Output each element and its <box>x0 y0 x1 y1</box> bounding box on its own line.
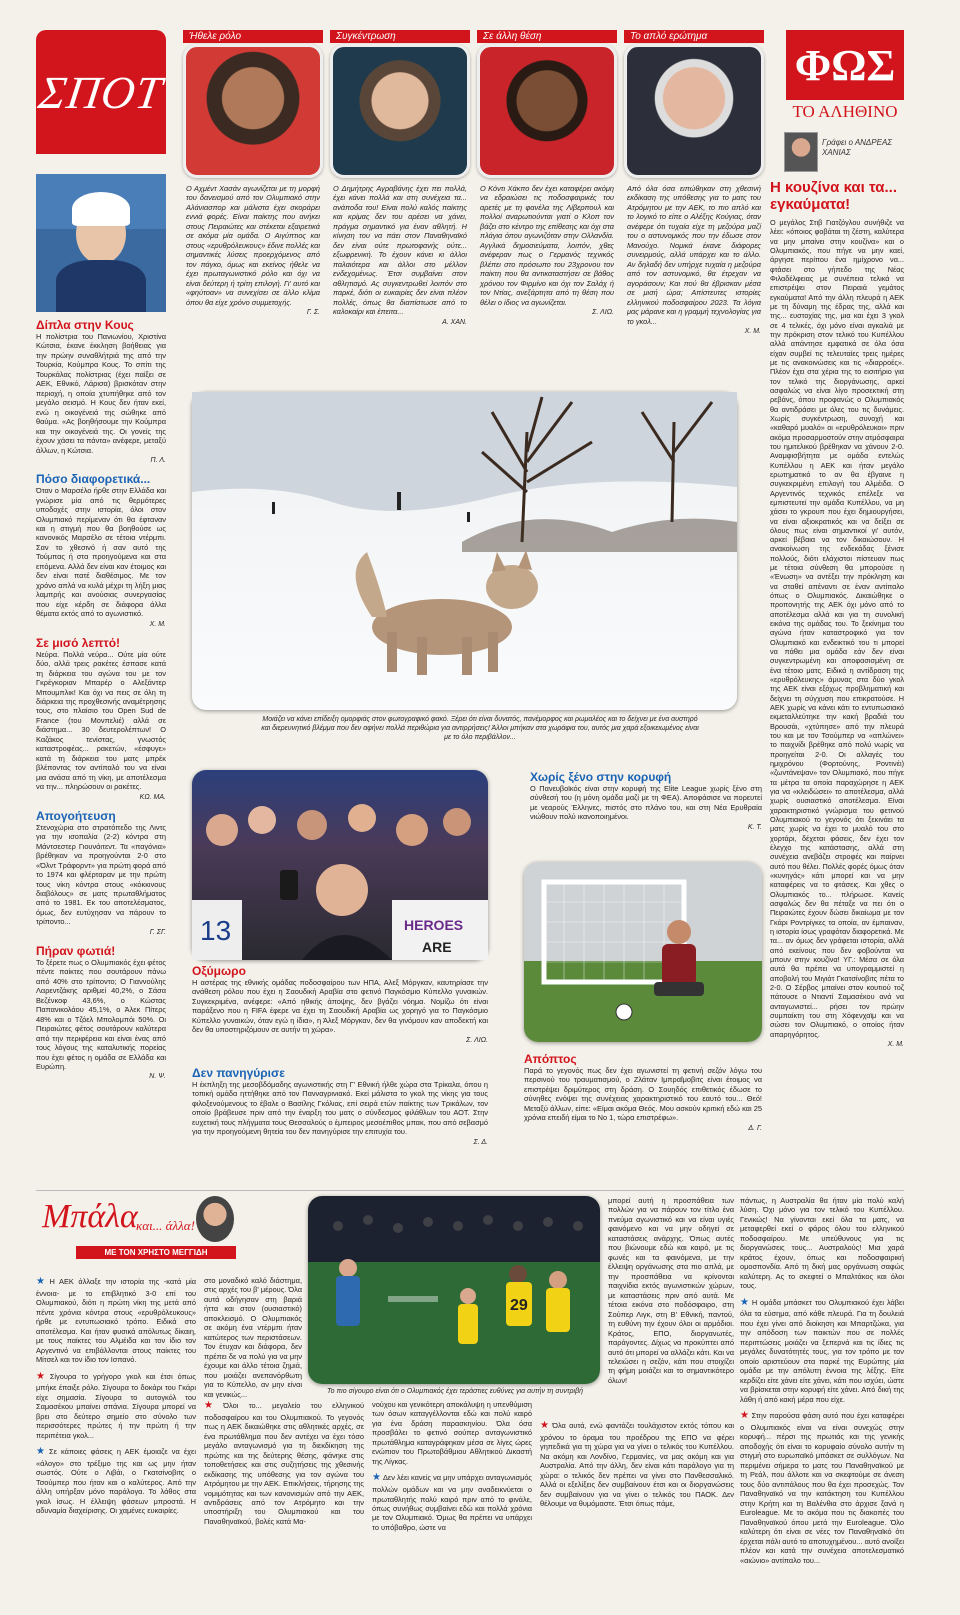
column-paragraph <box>540 1420 734 1509</box>
paragraph-text: στο μοναδικό καλό διάστημα, στις αρχές του β' μέρους. Όλα αυτά οδήγησαν στη βαριά ήττα και στον (ουσιαστικό) αποκλεισμό. Ο Ολυμπιακός σε ακόμη ένα ντέρμπι ήταν κατώτερος των περιστάσεων. Τον έτυχαν και διάφορα, δεν πρέπει δε να πολύ για να μην έχουμε και άλλο τέτοια ζημιά, που μοιάζει ανεπανόρθωτη για το Κύπελλο, αν μην είναι και γενικώς... <box>204 1276 302 1399</box>
match-photo <box>308 1196 600 1384</box>
section-signature: Κ. Τ. <box>747 823 762 831</box>
column-title-sub: και... άλλα! <box>136 1218 195 1233</box>
fans-selfie-photo <box>192 770 488 960</box>
paragraph-text: Στην παρούσα φάση αυτό που έχει καταφέρει ο Ολυμπιακός είναι να είναι συνεχώς στην κορυφή... πέρσι της πρωτιάς και της γενικής αποδοχής ότι είναι το κορυφαίο σύνολο αυτήν τη στιγμή στο ευρωπαϊκό μπάσκετ σε συλλόγων. Να περιμένει σήμερα το ματς του Παναθηναϊκού με τη Ρεάλ, που άλλοτε και να σκεφτούμε σε άνεση τους δύο αντιπάλους που θα έχει προσεχώς. Τον Παναθηναϊκό να την κατάκτηση του Κυπέλλου στην Κρήτη και τη Βαλένθια στο άρχισε ξανά η Euroleague. Με το ακόμα που τις διακοπές του Παναθηναϊκού όπου μετά την Euroleague. Όλο καλύτερη ότι είναι σε νέες τον Παναθηναϊκό ότι έρχεται πάλι αυτό το αποτυχημένου... αυτό ανοίξει πλέον και κατά την συνέχεια αποτελεσματικό «αιώνιο» αντίπαλο του... <box>740 1411 905 1565</box>
section-signature: Δ. Γ. <box>748 1124 762 1132</box>
fos-logo <box>786 30 904 100</box>
section-title: Οξύμωρο <box>192 964 246 978</box>
fos-subtitle: ΤΟ ΑΛΗΘΙΝΟ <box>792 102 898 121</box>
section-body: Παρά το γεγονός πως δεν έχει αγωνιστεί τη φετινή σεζόν λόγω του περσινού του τραυματισμού, ο Ζλάταν Ιμπραΐμοβιτς είναι έτοιμος να επιστρέψει δριμύτερος στη δράση. Ο Σουηδός επιθετικός έδωσε το σύνηθες ενόψει της συνέχειας χαρακτηριστικό του εαυτό του... Θεό! Μεταξύ άλλων, είπε: «Είμαι ακόμα Θεός. Μου ασκούν κριτική εδώ και 25 χρόνια επειδή είμαι το Νο 1, τώρα επιστρέφω». <box>524 1066 762 1123</box>
column-col-4 <box>372 1400 532 1606</box>
star-icon: ★ <box>204 1400 222 1411</box>
column-col-1 <box>36 1276 196 1606</box>
author-byline: Γράφει ο ΑΝΔΡΕΑΣ ΧΑΝΙΑΣ <box>822 138 893 157</box>
portrait-card-3 <box>477 30 617 180</box>
match-drawing <box>308 1196 600 1384</box>
person-photo <box>624 44 764 178</box>
right-column <box>770 180 904 1190</box>
section-title: Απογοήτευση <box>36 808 116 823</box>
item-body: Ο Κόντι Χάκπο δεν έχει καταφέρει ακόμη να εδραιώσει τις ποδοσφαιρικές του αρετές με τη φανέλα της Λίβερπουλ και πολλοί αναρωτιούνται γιατί ο Κλοπ τον βάζει στο κέντρο της επίθεσης και όχι στα πλάγια όπου αγωνιζόταν στην Ολλανδία. Αγγλικά δημοσιεύματα, λοιπόν, χθες ανέφεραν πως ο Γερμανός τεχνικός βλέπει στο πρόσωπο του 23χρονου τον παίκτη που θα αντικαταστήσει σε βάθος χρόνου τον Φιρμίνο και όχι τον Σαλάχ ή τον Ντίας, ανεξάρτητα από τη θέση που θέλει ο ίδιος να αγωνίζεται. <box>480 184 614 307</box>
section-body: Η έκπληξη της μεσοβδόμαδης αγωνιστικής στη Γ' Εθνική ήλθε χώρα στα Τρίκαλα, όπου η τοπική ομάδα ηττήθηκε από τον Πανναγρινιακό. Εκεί μάλιστα το γκολ της νίκης για τους φιλοξενούμενους το έβαλε ο Βασίλης Γκόλιας, επί σειρά ετών παίκτης των Τρικάλων, τον οποίο βράβευσε πριν από την έναρξη του ματς ο σύνδεσμος φιλάθλων του ΑΟΤ. Στην ευχετική τους πλήγματα τους Θεσσαλούς ο έμπειρος μεσοέπιθος μπακ, που από σεβασμό για την προηγούμενη θητεία του δεν πανηγύρισε την επιτυχία του. <box>192 1080 488 1137</box>
section-title: Δεν πανηγύρισε <box>192 1066 285 1080</box>
column-paragraph <box>36 1446 196 1516</box>
snow-dog-photo <box>192 392 737 710</box>
column-paragraph <box>36 1371 196 1441</box>
column-paragraph <box>204 1400 364 1526</box>
item-signature: Γ. Σ. <box>306 309 320 317</box>
crowd-drawing <box>192 770 488 960</box>
column-signature: Χ. Μ. <box>887 1040 904 1048</box>
paragraph-text: Σε κάποιες φάσεις η ΑΕΚ έμοιαζε να έχει «άλογο» στο τρέξιμο της και ως μην ήταν σωστός. Ούτε ο Λιβάι, ο Γκατσίνοβιτς ο Τσούμπερ που ήταν και ο καλύτερος. Από την άλλη υπήρξαν μόνο παράλογα. Το λάθος στα γκολ ίσως. Η έλλειψη φάσεων μπροστά. Η αδυναμία διαχείρισης. Οι χαμένες ευκαιρίες. <box>36 1447 196 1516</box>
portrait-card-1 <box>183 30 323 180</box>
section-signature: Γ. ΣΓ. <box>149 928 166 936</box>
zlatan-photo <box>524 862 762 1042</box>
paragraph-text: Δεν λέει κανείς να μην υπάρχει ανταγωνισμός πολλών ομάδων και να μην αναδεικνύεται ο πρωταθλητής πολύ καιρό πριν από το φινάλε, όπως συνήθως συμβαίνει εδώ και πολλά χρόνια με τον Ολυμπιακό. Όμως θα πρέπει να υπάρχει το υπόβαθρο, ώστε να <box>372 1473 532 1532</box>
section-signature: Ν. Ψ. <box>149 1073 166 1081</box>
paragraph-text: Η ομάδα μπάσκετ του Ολυμπιακού έχει λάβει όλα τα εύσημα, από κάθε πλευρά. Για τη δουλειά που έχει γίνει από διοίκηση και Μπαρτζώκα, για την απόδοση των παικτών που σε πολλές περιπτώσεις μοιάζει να ξεπερνά και τις ίδιες τις μεγάλες δυνατότητές τους, για τον τρόπο με τον οποίο αριστεύουν στα παρκέ της Ευρώπης μία ομάδα με την απόλυτη έννοια της λέξης. Είτε κερδίζει είτε χάνει είτε χάνει, κάτι που ισχύει, ώστε να βρίσκεται στην κορυφή είτε χάνει. Από δική της λάθη ή από κακή μέρα που είχε. <box>740 1297 904 1404</box>
star-icon: ★ <box>36 1446 48 1458</box>
item-text <box>480 184 614 317</box>
portrait-card-2 <box>330 30 470 180</box>
mid-item-2 <box>192 964 488 1044</box>
section-body: Ο Πανευβοϊκός είναι στην κορυφή της Elite League χωρίς ξένο στη σύνθεσή του (η μόνη ομάδα μαζί με τη ΦΕΑ). Αποφάσισε να πορευτεί με νεαρούς Έλληνες, πιστός στο πλάνο του, και στη Νέα Ερυθραία νιώθουν πολύ ικανοποιημένοι. <box>530 784 762 822</box>
paragraph-text: Όλα αυτά, ενώ φαντάζει τουλάχιστον εκτός τόπου και χρόνου το όραμα του προέδρου της ΕΠΟ να φέρει γηπεδικά για τη χώρα για να γίνει ο τελικός του Κυπέλλου. Να ακόμη και Λονδίνο, Γερμανίες, να μας ακόμη και για Αυστραλία. Από την άλλη, δεν είναι κάτι παράλογο για τη χώρα: ο τελικός δεν πρέπει να γίνει στο Πανθεσσαλικό. Αλλά οι εξελίξεις δεν συμβαίνουν έτσι και οι διοργανώσεις δεν συμβαίνουν για να γίνει ο τελικός του ΠΑΟΚ. Δεν θέλουμε να θυμόμαστε. Έτσι όπως πάμε, <box>540 1421 734 1509</box>
snow-photo-caption: Μοιάζει να κάνει επίδειξη ομορφιάς στον φωτογραφικό φακό. Ξέρει ότι είναι δυνατός, πανέμορφος και ρωμαλέος και το δείχνει με ένα αυστηρό και διερευνητικό βλέμμα που δεν αφήνει πολλά περιθώρια για αντιρρήσεις! Άλλοι μπήκαν στα χωράφια του, αυτός μια χαρά εξοικειωμένος είναι με το όλο περιβάλλον... <box>261 716 699 741</box>
portrait-card-4 <box>624 30 764 180</box>
item-body: Ο Δημήτρης Αγραβάνης έχει πει πολλά, έχει κάνει πολλά και στη συνέχεια τα... ανάποδα του! Είναι πολύ καλός παίκτης και κρίμας δεν του αρέσει να χάνει, πράγμα σημαντικό για έναν αθλητή. Η κίνηση του να πάει στον Παναθηναϊκό δεν είναι ούτε πρωτοφανής ούτε... εξωφρενική. Το έχουν κάνει κι άλλοι παλαιότερα και άλλοι στο μέλλον ενδεχομένως. Έτσι συμβαίνει στον αθλητισμό. Ας συγκεντρωθεί λοιπόν στο παρκέ, διότι οι ευκαιρίες δεν είναι πλέον πολλές, όπως θα διαπίστωσε από το καλοκαίρι και έπειτα... <box>333 184 467 317</box>
column-paragraph <box>740 1410 904 1565</box>
section-signature: Σ. Δ. <box>473 1138 488 1146</box>
item-signature: Χ. Μ. <box>744 328 761 336</box>
star-icon: ★ <box>36 1370 48 1382</box>
svg-text:13: 13 <box>200 915 232 946</box>
section-title: Χωρίς ξένο στην κορυφή <box>530 770 672 784</box>
player-photo <box>183 44 323 178</box>
paragraph-text: Σίγουρα το γρήγορο γκολ και έτσι όπως μπήκε έπαιξε ρόλο. Σίγουρα το δοκάρι του Γκάρι είχε σημασία. Σίγουρα το αυτογκόλ του Σαμασέκου μπαίνει σπάνια. Σίγουρα μπορεί να βρει στο δεύτερο σημείο στο σύνολο των περισσότερες πρώτες ή την πρώτη ή την περιπέτεια γκολ... <box>36 1371 196 1440</box>
column-author: ΜΕ ΤΟΝ ΧΡΗΣΤΟ ΜΕΓΓΙΔΗ <box>76 1246 236 1259</box>
paragraph-text: νούχου και γενικότερη αποκάλυψη η υπενθύμιση των όσων καταγγέλλονται εδώ και πολύ καιρό για ένα δράση παρασκηνίου. Όλα όσα προσβάλει το φετινό σούπερ ανταγωνιστικό πρωτάθλημα καταγράφηκαν μέσα σε λίγες ώρες ενώπιον του Πρωτοβάθμιου Αθλητικού Δικαστή της Λίγκας. <box>372 1400 532 1466</box>
svg-text:29: 29 <box>510 1297 528 1314</box>
column-paragraph <box>740 1297 904 1404</box>
polo-player-photo <box>36 174 166 312</box>
section-body: Στενοχώρια στο στρατόπεδο της Λιντς για την ισοπαλία (2-2) κόντρα στη Μάντσεστερ Γιουνάιτεντ. Τα «παγόνια» βρέθηκαν να προηγούνται 2-0 στο «Όλντ Τράφορντ» για πρώτη φορά από το 1974 και φλέρταραν με την πρώτη τους νίκη κόντρα στους «κόκκινους διαβόλους» σε ματς πρωταθλήματος από το 1981. Εκ του αποτελέσματος, όμως, δεν ευτύχησαν να πάρουν το τρίποντο... <box>36 822 166 927</box>
section-title: Απόπτος <box>524 1052 577 1066</box>
section-body: Το ξέρετε πως ο Ολυμπιακός έχει φέτος πέντε παίκτες που σουτάρουν πάνω από 40% στο τρίποντο; Ο Γιαννούλης Λαρεντζάκης αριθμεί 40,2%, ο Σάσα Βεζένκοφ 43,6%, ο Κώστας Παπανικολάου 45,1%, ο Άλεκ Πίτερς 48% και ο Τζόελ Μπολομπόι 50%. Οι Πειραιώτες φέτος σουτάρουν καλύτερα από την περιφέρεια και είναι ένας από τους λόγους της καταλυτικής πορείας που έχει φέτος η ομάδα σε Ελλάδα και Ευρώπη. <box>36 957 166 1071</box>
section-title: Δίπλα στην Κους <box>36 318 134 332</box>
star-icon: ★ <box>372 1472 381 1484</box>
item-signature: Α. ΧΑΝ. <box>442 318 467 326</box>
mid-item-4 <box>524 1052 762 1132</box>
svg-text:HEROES: HEROES <box>404 917 464 933</box>
section-signature: Σ. ΛΙΩ. <box>466 1036 488 1044</box>
player-photo <box>330 44 470 178</box>
goal-drawing <box>524 862 762 1042</box>
column-paragraph <box>372 1472 532 1532</box>
paragraph-text: Όλοι το... μεγαλείο του ελληνικού ποδοσφαίρου και του Ολυμπιακού. Το γεγονός πως η ΑΕΚ δικαιώθηκε στις αθλητικές αρχές, σε ένα πρωτάθλημα που δεν αντέχει να έχει τόσο μεγάλο ανταγωνισμό για τη διεκδίκηση της πρώτης και της δεύτερης θέσης, φάνηκε στις τοποθετήσεις και στις συζητήσεις της χθεσινής εκδίκασης της υπόθεσης για τον αγώνα του Ατρόμητου με την ΑΕΚ. Επικλήσεις, τήρησης της νομιμότητας και των κανονισμών από την ΑΕΚ, αντιδράσεις από τον Ατρόμητο και την υποστήριξη του Ολυμπιακού και του Παναθηναϊκού, βολές κατά Μα- <box>204 1401 364 1526</box>
paragraph-text: Η ΑΕΚ άλλαξε την ιστορία της -κατά μία έννοια- με το επιβλητικό 3-0 επί του Ολυμπιακού, διότι η πρώτη νίκη της μετά από πέντε χρόνια κόντρα στους «ερυθρόλευκους» ήρθε με εντυπωσιακό τρόπο. Ειδικά στο αποτέλεσμα. Και ήταν φυσικά απόλυτως δίκαιη, με τους παίκτες του Αλμέιδα και τον ίδιο τον Αργεντινό να επιβάλλονται στους παίκτες του Μίτσελ και τον ίδιο τον Ισπανό. <box>36 1277 196 1365</box>
column-paragraph <box>36 1276 196 1365</box>
section-body: Η πολίστρια του Πανιωνίου, Χριστίνα Κώτσια, έκανε έκκληση βοήθειας για την πρώην συναθλήτριά της από την Τουρκία, Κούμπρα Κους. Το σπίτι της Τουρκάλας πολίστριας (έχει παίξει σε ΑΕΚ, Εθνικό, Λάρισα) βρισκόταν στην περιοχή, η οποία χτυπήθηκε από τον μεγάλο σεισμό. Η Κους δεν ήταν εκεί, ενώ η οικογένειά της σώθηκε από θαύμα. «Ας βοηθήσουμε την Κούμπρα και την οικογένειά της. Οι γονείς της έχουν χάσει τα πάντα» ανέφερε, μεταξύ άλλων, η Κώτσια. <box>36 332 166 455</box>
mid-item-1 <box>530 770 762 831</box>
svg-text:ARE: ARE <box>422 939 452 955</box>
item-body: Ο Αχμέντ Χασάν αγωνίζεται με τη μορφή του δανεισμού από τον Ολυμπιακό στην Αλάνιασπορ και μάλιστα έχει σκοράρει εννιά φορές. Είναι παίκτης που ανήκει στους Πειραιώτες και στέκεται εξαιρετικά σε ακόμα μία ομάδα. Ο Αιγύπτιος και στους «ερυθρόλευκους» έδινε πολλές και σημαντικές λύσεις προερχόμενος από τον πάγκο, όμως και εκείνος ήθελε να έχει πρωταγωνιστικό ρόλο και όχι να είναι δεύτερη ή τρίτη επιλογή. Γι' αυτό και «φηύτοαν» να συνεχίσει σε άλλο κλίμα όπου θα είχε χρόνο συμμετοχής. <box>186 184 320 307</box>
column-col-5 <box>608 1196 734 1416</box>
column-col-7 <box>740 1196 904 1606</box>
star-icon: ★ <box>740 1296 750 1308</box>
match-photo-caption: Το πιο σίγουρο είναι ότι ο Ολυμπιακός έχει τεράστιες ευθύνες για αυτήν τη συντριβή <box>327 1388 583 1395</box>
left-column <box>36 318 166 1188</box>
column-col-6 <box>540 1420 734 1606</box>
column-body: Ο μεγάλος Στιβ Γιατζόγλου συνήθιζε να λέει: «όποιος φοβάται τη ζέστη, καλύτερα να μην μπαίνει στην κουζίνα» και ο Ολυμπιακός, που πήγε να μην καεί, άργησε περίπου ένα ημίχρονο να... φτάσει στο γήπεδο της Νέας Φιλαδέλφειας με συνέπεια τελικά να επιστρέψει στον Πειραιά γεμάτος εγκαύματα! Από την άλλη πλευρά η ΑΕΚ με τη δύναμη της έδρας της, αλλά και της... ευστοχίας της, μια και έχει 3 γκολ σε 4 τελικές, όχι μόνο είναι αγκαλιά με την πρόκριση στον τελικό του Κυπέλλου αλλά απάντησε εμφατικά σε όλα όσα είχαν συμβεί τις τελευταίες τρεις ημέρες με τις ανακοινώσεις και τις «διαρροές». Πλέον έχει στα χέρια της το εισιτήριο για τον τελικό της διοργάνωσης, αρκεί ασφαλώς να είναι λίγο προσεκτική στη ρεβάνς, όπου προφανώς ο Ολυμπιακός θα αντιδράσει με όλες του τις δυνάμεις. Χωρίς συγκέντρωση, συνοχή και «καθαρό μυαλό» οι «ερυθρόλευκοι» πριν ακόμα προσαρμοστούν στην ατμόσφαιρα του ημιτελικού βρέθηκαν να χάνουν 2-0. Αναμφισβήτητα με ομάδα εντελώς Κυπέλλου η ΑΕΚ και ήταν μεγάλο ερωτηματικό το αν θα έβγαινε η συγκεκριμένη επιλογή του Αλμέιδα. Ο Αργεντινός τεχνικός επέλεξε να εμπιστευτεί την ομάδα Κυπέλλου, να μη χάσει το γκρουπ που έχει δημιουργήσει, να είναι αξιοκρατικός και να δείξει σε όλους πως είναι σημαντικοί γι' αυτόν, αρκεί βέβαια να τον δικαιώσουν. Η ανακοίνωση της ενδεκάδας ξένισε πολλούς, διότι ελάχιστοι πίστευαν πως με τέτοια σύνθεση θα μπορούσε η «Ένωση» να αντέξει την πρόκληση και να σταθεί απέναντι σε έναν αντίπαλο όπως ο Ολυμπιακός. Δικαιώθηκε ο προπονητής της ΑΕΚ όχι μόνο από το αποτέλεσμα αλλά και για τη συνολική εικόνα της ομάδας του. Το ξεκίνημα του αγώνα ήταν καταστροφικό για τον Ολυμπιακό και ενδεικτικό του τι μπορεί να πάθει μια ομάδα εάν δεν είναι συγκεντρωμένη και αποφασισμένη σε ένα τέτοιο ματς. Ειδικά η αντίδραση της «ερυθρόλευκης» άμυνας στα δύο γκολ της ΑΕΚ είναι εξόχως προβληματική και δείχνει τη σύγχυση που επικρατούσε. Η ΑΕΚ χωρίς να κάνει κάτι το εντυπωσιακό εκμεταλλεύτηκε την κακή βραδιά του Βρουσάι, «χτύπησε» από την πλευρά του και με τον Τσούμπερ να «απλώνει» το παιχνίδι βρέθηκε από πολύ νωρίς να προηγείται 2-0. Οι αλλαγές του ημιχρόνου (Φορτούνης, Ροντινέι) «ζωντάνεψαν» τον Ολυμπιακό, που πήγε τα μέτρα τα οποία παραχώρησε η ΑΕΚ για να «κλειδώσει» το αποτέλεσμα, αλλά χωρίς ουσιαστικό αποτέλεσμα. Είναι χαρακτηριστικό γνώρισμα του φετινού Ολυμπιακού το γεγονός ότι ξεκινάει τα ματς χωρίς να έχει το μυαλό του στο χορτάρι, δέχεται φάσεις, δεν έχει τον έλεγχο της κατάστασης, αλλά στη συνέχεια ανεβάζει στροφές και παίρνει αυτό που θέλει. Πολλές φορές όμως όταν «κυνηγάς» κάτι μπορεί και να μην καταφέρεις να το φτάσεις. Και χθες ο Ολυμπιακός το... πλήρωσε. Κανείς ασφαλώς δεν θα πέταξε να πει ότι ο Πειραιώτες έχουν δώσει δικαίωμα με τον Γκάρι Ροντρίγκες τα οποία, αν έμπαιναν, η ιστορία ίσως γραφόταν διαφορετικά. Με τα... αν όμως δεν γράφεται ιστορία, αλλά από εκείνους που δεν φοβούνται να μπουν στην κουζίνα! ΥΓ.: Μέσα σε όλα αυτά θα πρέπει να υπογραμμιστεί η αποβολή του Μιγιάτ Γκατσίνοβιτς πέτα το 2-0. Ο Σέρβος μπαίνει στον κουτιού τοζ πάτουσε ο Ντιαντί Σαμασέκου ανά να ανταγωνιστεί... ρήσει τον πρώην συμπαίκτη του στη Χόφενχαϊμ και να σώσει τον Ολυμπιακό, ο οποίος ήταν απαρηγόρητος. <box>770 218 904 1039</box>
snow-scene-drawing <box>192 392 737 710</box>
player-photo <box>477 44 617 178</box>
item-text <box>333 184 467 326</box>
section-title: Σε μισό λεπτό! <box>36 635 121 650</box>
fos-logo-text: ΦΩΣ <box>794 40 896 90</box>
item-text <box>627 184 761 336</box>
columnist-avatar <box>196 1196 234 1242</box>
paragraph-text: πάντως, η Αυστραλία θα ήταν μία πολύ καλή λύση. Όχι μόνο για τον τελικό του Κυπέλλου. Γενικώς! Να γίνονται εκεί όλα τα ματς, να μεταφερθεί εκεί ο φάρος όλου του ελληνικού ποδοσφαίρου. Με υπεύθυνους για τις διοργανώσεις τους... Αυστραλούς! Μια χαρά κράτος έχουν, όπως και ποδοσφαιρική ομοσπονδία. Από τη δική μας οργάνωση σαφώς καλύτερη. Ας το σκεφτεί ο Μπαλτάκος και όλοι τους. <box>740 1196 904 1291</box>
star-icon: ★ <box>36 1276 48 1287</box>
star-icon: ★ <box>540 1420 551 1431</box>
column-col-3 <box>204 1400 364 1606</box>
item-signature: Σ. ΛΙΩ. <box>592 309 614 317</box>
section-title: Πόσο διαφορετικά... <box>36 472 151 487</box>
item-text <box>186 184 320 317</box>
item-tag: Συγκέντρωση <box>330 30 470 43</box>
column-logo <box>36 1196 236 1266</box>
star-icon: ★ <box>740 1410 750 1422</box>
section-title: Πήραν φωτιά! <box>36 943 116 958</box>
section-body: Η αστέρας της εθνικής ομάδας ποδοσφαίρου των ΗΠΑ, Αλεξ Μόργκαν, καυτηρίασε την ανάθεση ρόλου που έχει η Σαουδική Αραβία στο φετινό Παγκόσμιο Κύπελλο γυναικών. Συγκεκριμένα, ανέφερε: «Από ηθικής άποψης, δεν βγάζει νόημα. Νομίζω ότι είναι παράξενο που η FIFA έφερε να έχει τη Σαουδική Αραβία ως χορηγό για το Παγκόσμιο Κύπελλο γυναικών, όταν εγώ η ίδια», η Άλεξ Μόργκαν, δεν θα γινόμουν καν αποδεκτή και δεν θα υποστηριζόμουν σε αυτήν τη χώρα». <box>192 978 488 1035</box>
sports-logo-text: ΣΠΟΤ <box>35 66 167 118</box>
item-body: Από όλα όσα ειπώθηκαν στη χθεσινή εκδίκαση της υπόθεσης για το ματς του Ατρόμητου με την ΑΕΚ, το πιο απλό και το λογικό το είπε ο Αλέξης Κούγιας, όταν ανέφερε ότι τυχαία είχε τη μεζούρα μαζί του ο αστυνομικός που την έδωσε στον Μανούχο. Νομικά έκανε διάφορες συνειρμούς, αλλά υπάρχει και το άλλο. Αν δηλαδή δεν υπήρχε τυχαία η μεζούρα από τον αστυνομικό, θα έτρεχαν να αγοράσουν; Και πού θα έβρισκαν μέσα σε μισή ώρα; Απίστευτες ιστορίες ελληνικού ποδοσφαίρου 2023. Τα λόγια μας μάρανε και η γραμμή τεχνολογίας για το γκολ... <box>627 184 761 326</box>
item-tag: Το απλό ερώτημα <box>624 30 764 43</box>
mid-item-3 <box>192 1066 488 1146</box>
column-title-main: Μπάλα <box>42 1198 138 1235</box>
section-signature: Χ. Μ. <box>149 620 166 628</box>
column-divider <box>36 1190 904 1191</box>
item-tag: Σε άλλη θέση <box>477 30 617 43</box>
section-body: Νεύρα. Πολλά νεύρα... Ούτε μία ούτε δύο, αλλά τρεις ρακέτες έσπασε κατά τη διάρκεια του αγώνα του με τον Γκρέγκοριαν Μπαρέρ ο Αλεξάντερ Μπουμπλικ! Και όχι να πεις σε όλη τη διάρκεια της προχθεσινής αναμέτρησης τους, στο πλαίσιο του Open Sud de France (του Μονπελιέ) αλλά σε διάστημα... 30 δευτερολέπτων! Ο Καζάκος τενίστας, γνωστός καταστροφέας... ρακετών, «έσφυγε» κατά τη διάρκεια του ματς μπρέκ βλέποντας τον αντίπαλό του να είναι μια ανάσα από τη νίκη, με αποτέλεσμα να την... πληρώσουν οι ρακέτες. <box>36 649 166 792</box>
paragraph-text: μπορεί αυτή η προσπάθεια των πολλών για να πάρουν τον τίτλο ένα πνεύμα αγωνιστικό και να είναι υγιές φαινόμενο και να μην οδηγεί σε καταστάσεις ανάρχης. Όπως αυτές που βιώνουμε εδώ και καιρό, με τις φωνές και τα φαινόμενα, με την έλλειψη οργάνωσης στα πιο απλά, με την προσπάθεια να κρίνονται παιχνίδια εκτός αγωνιστικών χώρων, με καταστάσεις πριν από αυτά. Με τέτοια εικόνα στο ποδόσφαιρο, στη Σούπερ Λιγκ, στη Β' Εθνική, παντού, τη ευθύνη την έχουν όλοι οι αρμόδιοι. Κράτος, ΕΠΟ, διοργανωτές, παράγοντες. Δίχως να προκύπτει από αυτό ότι μπορεί να αλλάζει κάτι. Και να τελειώσει η σεζόν, κάτι που στοιχίζει τη φήμη μοιάζει και το σημαντικότερο όλων! <box>608 1196 734 1385</box>
item-tag: Ήθελε ρόλο <box>183 30 323 43</box>
section-signature: ΚΩ. ΜΑ. <box>139 793 166 801</box>
sports-logo <box>36 30 166 154</box>
author-avatar <box>784 132 818 172</box>
column-headline: Η κουζίνα και τα... εγκαύματα! <box>770 179 897 213</box>
section-signature: Π. Λ. <box>150 457 166 465</box>
section-body: Όταν ο Μαρσέλο ήρθε στην Ελλάδα και γνώρισε μία από τις θερμότερες υποδοχές στην ιστορία, όλοι στον Ολυμπιακό περίμεναν ότι θα έφταναν και η στιγμή που θα βοηθούσε ως κανονικός Μαρσέλο σε τέτοια ντέρμπι. Σαν το χθεσινό ή σαν αυτό της Τούμπας ή στα προηγούμενα και στα επόμενα. Αλλά δεν είναι καν έτοιμος και δεν είναι πατέ διαθέσιμος. Με τον χρόνο απλά να κυλά μέχρι τη λήξη μιας λαμπρής και ανούσιας συνεργασίας που είχε κέρδη σε διάφορα άλλα θέματα εκτός από το αγωνιστικό. <box>36 486 166 619</box>
